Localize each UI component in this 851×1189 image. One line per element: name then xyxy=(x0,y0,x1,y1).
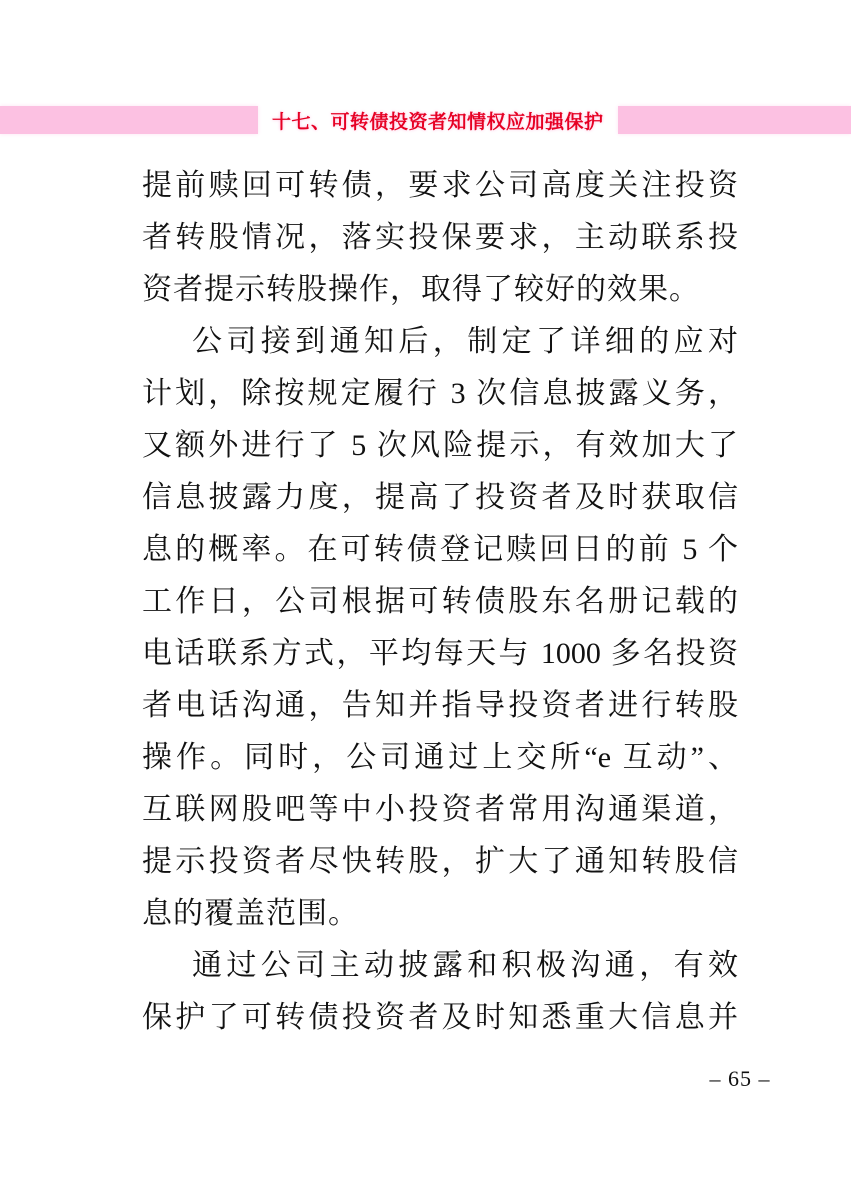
body-line: 计划，除按规定履行 3 次信息披露义务， xyxy=(142,377,738,410)
body-line: 通过公司主动披露和积极沟通，有效 xyxy=(192,949,738,982)
body-line: 资者提示转股操作，取得了较好的效果。 xyxy=(142,273,700,306)
body-line: 者转股情况，落实投保要求，主动联系投 xyxy=(142,221,738,254)
body-line: 息的覆盖范围。 xyxy=(142,897,359,930)
body-line: 互联网股吧等中小投资者常用沟通渠道， xyxy=(142,793,738,826)
section-title: 十七、可转债投资者知情权应加强保护 xyxy=(272,111,604,133)
body-text xyxy=(142,160,738,1044)
body-line: 保护了可转债投资者及时知悉重大信息并 xyxy=(142,1001,738,1034)
body-line: 提示投资者尽快转股，扩大了通知转股信 xyxy=(142,845,738,878)
body-line: 信息披露力度，提高了投资者及时获取信 xyxy=(142,481,738,514)
body-line: 又额外进行了 5 次风险提示，有效加大了 xyxy=(142,429,738,462)
body-line: 提前赎回可转债，要求公司高度关注投资 xyxy=(142,169,738,202)
header-band-right xyxy=(618,106,851,134)
section-header xyxy=(0,106,851,134)
page-number: – 65 – xyxy=(709,1066,771,1091)
body-line: 公司接到通知后，制定了详细的应对 xyxy=(192,325,738,358)
body-line: 电话联系方式，平均每天与 1000 多名投资 xyxy=(142,637,738,670)
body-line: 息的概率。在可转债登记赎回日的前 5 个 xyxy=(142,533,738,566)
body-line: 工作日，公司根据可转债股东名册记载的 xyxy=(142,585,738,618)
header-band-left xyxy=(0,106,258,134)
body-line: 者电话沟通，告知并指导投资者进行转股 xyxy=(142,689,738,722)
body-line: 操作。同时，公司通过上交所“e 互动”、 xyxy=(142,741,738,774)
